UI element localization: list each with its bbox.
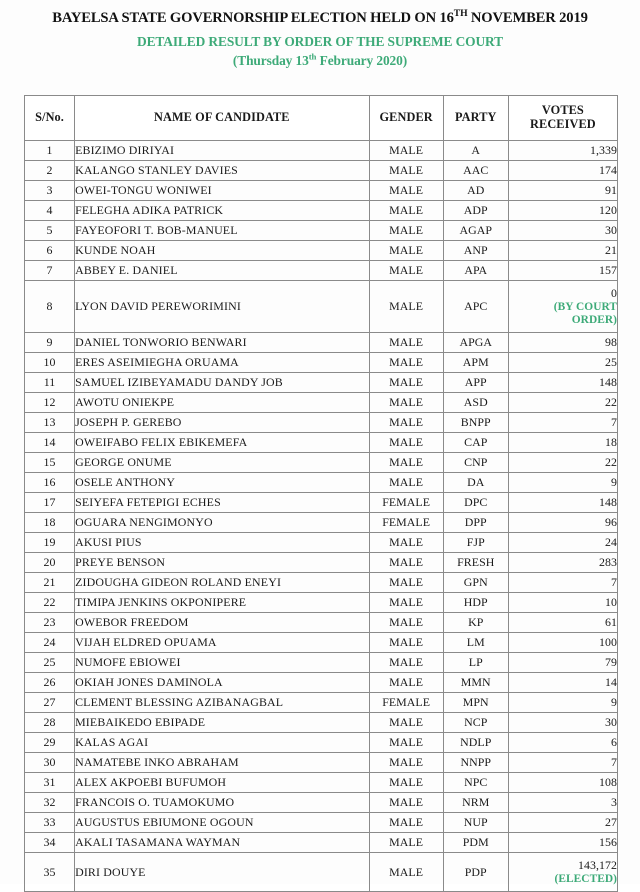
votes-value: 22 [605, 395, 617, 410]
cell-party: PDP [443, 853, 508, 892]
votes-value: 120 [599, 203, 617, 218]
cell-votes-received [508, 773, 617, 793]
table-row [25, 793, 618, 813]
table-row [25, 673, 618, 693]
cell-party: MMN [443, 673, 508, 693]
cell-candidate-name: OWEBOR FREEDOM [75, 613, 369, 633]
table-row [25, 833, 618, 853]
cell-gender: MALE [369, 373, 443, 393]
cell-votes-received [508, 613, 617, 633]
cell-candidate-name: TIMIPA JENKINS OKPONIPERE [75, 593, 369, 613]
votes-value: 7 [611, 415, 617, 430]
cell-votes-received [508, 813, 617, 833]
cell-candidate-name: OKIAH JONES DAMINOLA [75, 673, 369, 693]
cell-votes-received [508, 833, 617, 853]
votes-annotation: (ELECTED) [554, 872, 617, 885]
subtitle-date-suffix: February 2020) [316, 52, 408, 68]
cell-votes-received [508, 733, 617, 753]
cell-candidate-name: AUGUSTUS EBIUMONE OGOUN [75, 813, 369, 833]
table-header [25, 96, 618, 141]
cell-serial-number: 13 [25, 413, 75, 433]
cell-candidate-name: JOSEPH P. GEREBO [75, 413, 369, 433]
table-row [25, 733, 618, 753]
cell-votes-received [508, 753, 617, 773]
cell-candidate-name: AKALI TASAMANA WAYMAN [75, 833, 369, 853]
table-row [25, 713, 618, 733]
cell-gender: MALE [369, 141, 443, 161]
cell-candidate-name: ERES ASEIMIEGHA ORUAMA [75, 353, 369, 373]
votes-header-line-1: VOTES [541, 103, 584, 118]
votes-value: 21 [605, 243, 617, 258]
table-row [25, 493, 618, 513]
subtitle-line-1: DETAILED RESULT BY ORDER OF THE SUPREME COURT [137, 34, 503, 50]
cell-serial-number: 33 [25, 813, 75, 833]
table-body [25, 141, 618, 892]
cell-gender: MALE [369, 633, 443, 653]
table-row [25, 853, 618, 892]
votes-value: 98 [605, 335, 617, 350]
cell-party: AD [443, 181, 508, 201]
cell-serial-number: 28 [25, 713, 75, 733]
cell-candidate-name: OWEI-TONGU WONIWEI [75, 181, 369, 201]
cell-gender: MALE [369, 613, 443, 633]
cell-party: LP [443, 653, 508, 673]
votes-value: 7 [611, 755, 617, 770]
table-row [25, 453, 618, 473]
cell-party: KP [443, 613, 508, 633]
table-row [25, 773, 618, 793]
table-row [25, 281, 618, 333]
cell-votes-received [508, 553, 617, 573]
cell-serial-number: 7 [25, 261, 75, 281]
cell-gender: MALE [369, 653, 443, 673]
page-title [0, 9, 640, 27]
votes-value: 10 [605, 595, 617, 610]
votes-value: 9 [611, 475, 617, 490]
table-row [25, 513, 618, 533]
cell-votes-received [508, 673, 617, 693]
votes-header-line-2: RECEIVED [530, 117, 596, 131]
cell-votes-received [508, 141, 617, 161]
subtitle-date-ordinal-suffix: th [308, 51, 317, 62]
cell-serial-number: 14 [25, 433, 75, 453]
cell-party: LM [443, 633, 508, 653]
cell-candidate-name: SAMUEL IZIBEYAMADU DANDY JOB [75, 373, 369, 393]
page-title-ordinal-suffix: TH [453, 8, 468, 20]
votes-value: 1,339 [589, 143, 617, 158]
cell-serial-number: 18 [25, 513, 75, 533]
cell-serial-number: 9 [25, 333, 75, 353]
cell-candidate-name: VIJAH ELDRED OPUAMA [75, 633, 369, 653]
column-header-party: PARTY [443, 96, 508, 141]
cell-serial-number: 4 [25, 201, 75, 221]
cell-party: GPN [443, 573, 508, 593]
cell-candidate-name: ALEX AKPOEBI BUFUMOH [75, 773, 369, 793]
cell-votes-received [508, 333, 617, 353]
cell-gender: MALE [369, 813, 443, 833]
cell-votes-received [508, 513, 617, 533]
cell-serial-number: 32 [25, 793, 75, 813]
cell-candidate-name: FELEGHA ADIKA PATRICK [75, 201, 369, 221]
cell-votes-received [508, 221, 617, 241]
cell-gender: MALE [369, 593, 443, 613]
cell-party: DPC [443, 493, 508, 513]
cell-serial-number: 34 [25, 833, 75, 853]
votes-value: 3 [611, 795, 617, 810]
cell-candidate-name: CLEMENT BLESSING AZIBANAGBAL [75, 693, 369, 713]
cell-party: FJP [443, 533, 508, 553]
votes-value: 30 [605, 223, 617, 238]
table-header-row [25, 96, 618, 141]
cell-party: DA [443, 473, 508, 493]
table-row [25, 221, 618, 241]
cell-votes-received [508, 241, 617, 261]
cell-party: BNPP [443, 413, 508, 433]
votes-value: 24 [605, 535, 617, 550]
votes-value: 100 [599, 635, 617, 650]
cell-party: APC [443, 281, 508, 333]
votes-value: 61 [605, 615, 617, 630]
votes-value: 174 [599, 163, 617, 178]
table-row [25, 753, 618, 773]
votes-value: 0 [611, 286, 617, 301]
table-row [25, 553, 618, 573]
cell-gender: MALE [369, 161, 443, 181]
votes-value: 27 [605, 815, 617, 830]
cell-gender: MALE [369, 413, 443, 433]
cell-gender: MALE [369, 433, 443, 453]
cell-votes-received [508, 633, 617, 653]
cell-gender: MALE [369, 773, 443, 793]
cell-candidate-name: AWOTU ONIEKPE [75, 393, 369, 413]
votes-value: 148 [599, 375, 617, 390]
cell-gender: MALE [369, 473, 443, 493]
cell-candidate-name: OSELE ANTHONY [75, 473, 369, 493]
cell-serial-number: 8 [25, 281, 75, 333]
cell-votes-received [508, 473, 617, 493]
votes-value: 148 [599, 495, 617, 510]
votes-value: 6 [611, 735, 617, 750]
table-row [25, 473, 618, 493]
cell-candidate-name: AKUSI PIUS [75, 533, 369, 553]
votes-value: 157 [599, 263, 617, 278]
cell-votes-received [508, 573, 617, 593]
cell-gender: MALE [369, 713, 443, 733]
subtitle-line-2 [0, 53, 640, 70]
cell-votes-received [508, 693, 617, 713]
cell-gender: MALE [369, 733, 443, 753]
cell-candidate-name: NUMOFE EBIOWEI [75, 653, 369, 673]
cell-candidate-name: OWEIFABO FELIX EBIKEMEFA [75, 433, 369, 453]
column-header-votes-received [508, 96, 617, 141]
cell-gender: MALE [369, 833, 443, 853]
votes-value: 108 [599, 775, 617, 790]
cell-votes-received [508, 393, 617, 413]
cell-gender: MALE [369, 221, 443, 241]
table-row [25, 261, 618, 281]
cell-candidate-name: KALAS AGAI [75, 733, 369, 753]
votes-value: 14 [605, 675, 617, 690]
cell-gender: MALE [369, 453, 443, 473]
cell-party: AAC [443, 161, 508, 181]
cell-votes-received [508, 713, 617, 733]
table-row [25, 373, 618, 393]
results-table-container [24, 95, 618, 892]
cell-party: HDP [443, 593, 508, 613]
cell-votes-received [508, 161, 617, 181]
cell-gender: MALE [369, 181, 443, 201]
cell-serial-number: 31 [25, 773, 75, 793]
cell-gender: FEMALE [369, 693, 443, 713]
cell-serial-number: 20 [25, 553, 75, 573]
cell-party: NCP [443, 713, 508, 733]
table-row [25, 433, 618, 453]
table-row [25, 813, 618, 833]
table-row [25, 593, 618, 613]
cell-candidate-name: LYON DAVID PEREWORIMINI [75, 281, 369, 333]
cell-gender: MALE [369, 793, 443, 813]
cell-candidate-name: KUNDE NOAH [75, 241, 369, 261]
cell-votes-received [508, 453, 617, 473]
votes-annotation: (BY COURT ORDER) [553, 300, 617, 326]
votes-value: 96 [605, 515, 617, 530]
cell-serial-number: 6 [25, 241, 75, 261]
column-header-serial-number: S/No. [25, 96, 75, 141]
votes-value: 25 [605, 355, 617, 370]
cell-candidate-name: DANIEL TONWORIO BENWARI [75, 333, 369, 353]
cell-serial-number: 29 [25, 733, 75, 753]
table-row [25, 533, 618, 553]
table-row [25, 633, 618, 653]
cell-votes-received [508, 653, 617, 673]
cell-gender: MALE [369, 753, 443, 773]
cell-serial-number: 19 [25, 533, 75, 553]
cell-votes-received [508, 493, 617, 513]
cell-candidate-name: OGUARA NENGIMONYO [75, 513, 369, 533]
page-title-suffix: NOVEMBER 2019 [467, 10, 588, 26]
cell-party: NRM [443, 793, 508, 813]
document-heading [0, 0, 640, 70]
cell-serial-number: 26 [25, 673, 75, 693]
cell-gender: FEMALE [369, 493, 443, 513]
votes-value: 143,172 [578, 858, 617, 873]
cell-party: AGAP [443, 221, 508, 241]
table-row [25, 393, 618, 413]
table-row [25, 653, 618, 673]
cell-candidate-name: SEIYEFA FETEPIGI ECHES [75, 493, 369, 513]
cell-serial-number: 11 [25, 373, 75, 393]
cell-gender: MALE [369, 673, 443, 693]
cell-gender: MALE [369, 533, 443, 553]
cell-serial-number: 35 [25, 853, 75, 892]
cell-votes-received [508, 281, 617, 333]
cell-gender: MALE [369, 573, 443, 593]
cell-party: NNPP [443, 753, 508, 773]
cell-votes-received [508, 533, 617, 553]
cell-serial-number: 1 [25, 141, 75, 161]
cell-votes-received [508, 433, 617, 453]
cell-votes-received [508, 201, 617, 221]
cell-gender: MALE [369, 353, 443, 373]
cell-candidate-name: EBIZIMO DIRIYAI [75, 141, 369, 161]
cell-serial-number: 5 [25, 221, 75, 241]
cell-votes-received [508, 593, 617, 613]
cell-serial-number: 12 [25, 393, 75, 413]
cell-serial-number: 23 [25, 613, 75, 633]
cell-party: NPC [443, 773, 508, 793]
cell-party: CAP [443, 433, 508, 453]
cell-party: PDM [443, 833, 508, 853]
cell-candidate-name: FAYEOFORI T. BOB-MANUEL [75, 221, 369, 241]
cell-party: NUP [443, 813, 508, 833]
table-row [25, 241, 618, 261]
table-row [25, 161, 618, 181]
cell-votes-received [508, 261, 617, 281]
cell-party: MPN [443, 693, 508, 713]
cell-party: APM [443, 353, 508, 373]
votes-value: 156 [599, 835, 617, 850]
table-row [25, 413, 618, 433]
cell-gender: MALE [369, 201, 443, 221]
cell-gender: FEMALE [369, 513, 443, 533]
cell-candidate-name: NAMATEBE INKO ABRAHAM [75, 753, 369, 773]
page-title-prefix: BAYELSA STATE GOVERNORSHIP ELECTION HELD ON 16 [52, 10, 454, 26]
cell-party: FRESH [443, 553, 508, 573]
table-row [25, 141, 618, 161]
cell-serial-number: 16 [25, 473, 75, 493]
cell-gender: MALE [369, 853, 443, 892]
cell-votes-received [508, 413, 617, 433]
table-row [25, 573, 618, 593]
cell-gender: MALE [369, 281, 443, 333]
cell-serial-number: 10 [25, 353, 75, 373]
cell-gender: MALE [369, 261, 443, 281]
cell-party: A [443, 141, 508, 161]
cell-party: APP [443, 373, 508, 393]
table-row [25, 181, 618, 201]
cell-candidate-name: DIRI DOUYE [75, 853, 369, 892]
cell-votes-received [508, 181, 617, 201]
cell-serial-number: 2 [25, 161, 75, 181]
votes-value: 9 [611, 695, 617, 710]
cell-party: APA [443, 261, 508, 281]
cell-gender: MALE [369, 241, 443, 261]
votes-value: 91 [605, 183, 617, 198]
election-results-table [24, 95, 618, 892]
cell-candidate-name: FRANCOIS O. TUAMOKUMO [75, 793, 369, 813]
votes-value: 30 [605, 715, 617, 730]
cell-party: CNP [443, 453, 508, 473]
cell-serial-number: 17 [25, 493, 75, 513]
cell-gender: MALE [369, 553, 443, 573]
cell-serial-number: 27 [25, 693, 75, 713]
table-row [25, 613, 618, 633]
cell-gender: MALE [369, 393, 443, 413]
column-header-candidate-name: NAME OF CANDIDATE [75, 96, 369, 141]
votes-value: 18 [605, 435, 617, 450]
cell-votes-received [508, 373, 617, 393]
cell-candidate-name: ZIDOUGHA GIDEON ROLAND ENEYI [75, 573, 369, 593]
cell-serial-number: 25 [25, 653, 75, 673]
cell-candidate-name: MIEBAIKEDO EBIPADE [75, 713, 369, 733]
cell-party: APGA [443, 333, 508, 353]
votes-value: 7 [611, 575, 617, 590]
cell-candidate-name: ABBEY E. DANIEL [75, 261, 369, 281]
cell-serial-number: 21 [25, 573, 75, 593]
cell-party: ANP [443, 241, 508, 261]
votes-value: 283 [599, 555, 617, 570]
column-header-gender: GENDER [369, 96, 443, 141]
cell-votes-received [508, 793, 617, 813]
cell-serial-number: 15 [25, 453, 75, 473]
cell-serial-number: 30 [25, 753, 75, 773]
cell-party: ADP [443, 201, 508, 221]
votes-value: 79 [605, 655, 617, 670]
table-row [25, 201, 618, 221]
cell-serial-number: 24 [25, 633, 75, 653]
table-row [25, 693, 618, 713]
cell-candidate-name: PREYE BENSON [75, 553, 369, 573]
table-row [25, 353, 618, 373]
cell-serial-number: 3 [25, 181, 75, 201]
cell-party: NDLP [443, 733, 508, 753]
cell-votes-received [508, 853, 617, 892]
cell-candidate-name: KALANGO STANLEY DAVIES [75, 161, 369, 181]
cell-candidate-name: GEORGE ONUME [75, 453, 369, 473]
votes-value: 22 [605, 455, 617, 470]
cell-gender: MALE [369, 333, 443, 353]
subtitle-date-prefix: (Thursday 13 [232, 52, 309, 68]
cell-serial-number: 22 [25, 593, 75, 613]
cell-party: DPP [443, 513, 508, 533]
cell-votes-received [508, 353, 617, 373]
table-row [25, 333, 618, 353]
cell-party: ASD [443, 393, 508, 413]
